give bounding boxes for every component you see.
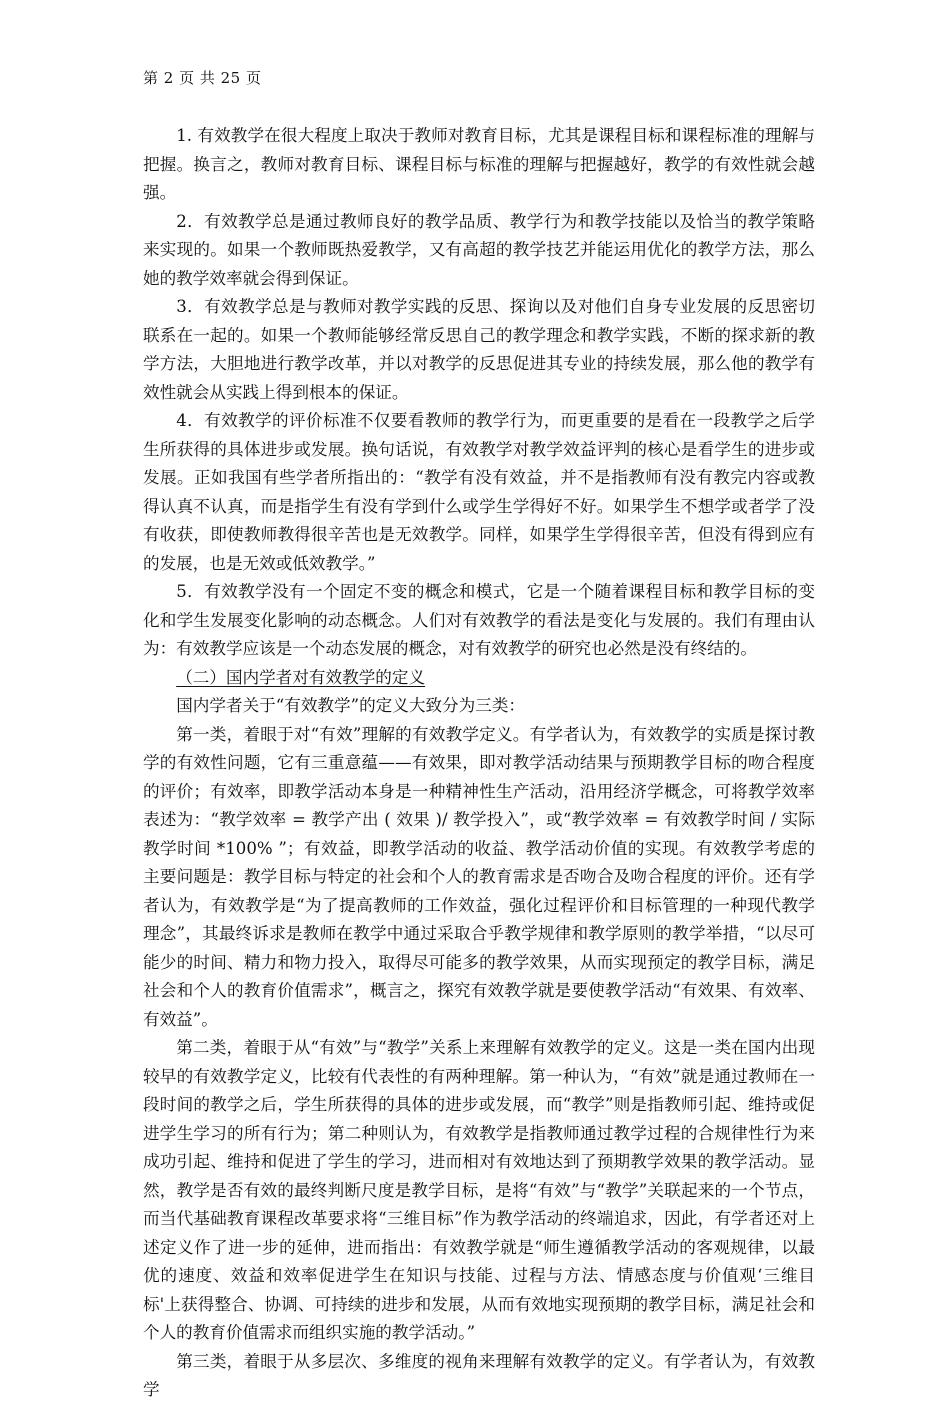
paragraph-category-2: 第二类，着眼于从“有效”与“教学”关系上来理解有效教学的定义。这是一类在国内出现较早的有效教学定义，比较有代表性的有两种理解。第一种认为，“有效”就是通过教师在一段时间的教学之后，学生所获得的具体的进步或发展，而“教学”则是指教师引起、维持或促进学生学习的所有行为；第二种则认为，有效教学是指教师通过教学过程的合规律性行为来成功引起、维持和促进了学生的学习，进而相对有效地达到了预期教学效果的教学活动。显然，教学是否有效的最终判断尺度是教学目标，是将“有效”与“教学”关联起来的一个节点，而当代基础教育课程改革要求将“三维目标”作为教学活动的终端追求，因此，有学者还对上述定义作了进一步的延伸，进而指出：有效教学就是“师生遵循教学活动的客观规律，以最优的速度、效益和效率促进学生在知识与技能、过程与方法、情感态度与价值观‘三维目标'上获得整合、协调、可持续的进步和发展，从而有效地实现预期的教学目标，满足社会和个人的教育价值需求而组织实施的教学活动。” xyxy=(143,1038,815,1342)
document-body xyxy=(143,122,815,1405)
paragraph-point-1: 1. 有效教学在很大程度上取决于教师对教育目标，尤其是课程目标和课程标准的理解与把握。换言之，教师对教育目标、课程目标与标准的理解与把握越好，教学的有效性就会越强。 xyxy=(143,126,815,202)
paragraph-point-5: 5．有效教学没有一个固定不变的概念和模式，它是一个随着课程目标和教学目标的变化和学生发展变化影响的动态概念。人们对有效教学的看法是变化与发展的。我们有理由认为：有效教学应该是一个动态发展的概念，对有效教学的研究也必然是没有终结的。 xyxy=(143,582,815,658)
section-subheading xyxy=(143,664,815,693)
subheading-text: （二）国内学者对有效教学的定义 xyxy=(176,667,426,687)
page-indicator: 第 2 页 共 25 页 xyxy=(143,69,262,87)
paragraph-category-3: 第三类，着眼于从多层次、多维度的视角来理解有效教学的定义。有学者认为，有效教学 xyxy=(143,1351,815,1399)
section-intro: 国内学者关于“有效教学”的定义大致分为三类： xyxy=(176,696,526,715)
paragraph-point-3: 3．有效教学总是与教师对教学实践的反思、探询以及对他们自身专业发展的反思密切联系在一起的。如果一个教师能够经常反思自己的教学理念和教学实践，不断的探求新的教学方法，大胆地进行教学改革，并以对教学的反思促进其专业的持续发展，那么他的教学有效性就会从实践上得到根本的保证。 xyxy=(143,297,815,402)
paragraph-category-1: 第一类，着眼于对“有效”理解的有效教学定义。有学者认为，有效教学的实质是探讨教学的有效性问题，它有三重意蕴——有效果，即对教学活动结果与预期教学目标的吻合程度的评价；有效率，即教学活动本身是一种精神性生产活动，沿用经济学概念，可将教学效率表述为：“教学效率 = 教学产出 ( 效果 )/ 教学投入”，或“教学效率 = 有效教学时间 / 实际教学时间 *100% ”；有效益，即教学活动的收益、教学活动价值的实现。有效教学考虑的主要问题是：教学目标与特定的社会和个人的教育需求是否吻合及吻合程度的评价。还有学者认为，有效教学是“为了提高教师的工作效益，强化过程评价和目标管理的一种现代教学理念”，其最终诉求是教师在教学中通过采取合乎教学规律和教学原则的教学举措，“以尽可能少的时间、精力和物力投入，取得尽可能多的教学效果，从而实现预定的教学目标，满足社会和个人的教育价值需求”，概言之，探究有效教学就是要使教学活动“有效果、有效率、有效益”。 xyxy=(143,724,815,1029)
paragraph-point-4: 4．有效教学的评价标准不仅要看教师的教学行为，而更重要的是看在一段教学之后学生所获得的具体进步或发展。换句话说，有效教学对教学效益评判的核心是看学生的进步或发展。正如我国有些学者所指出的：“教学有没有效益，并不是指教师有没有教完内容或教得认真不认真，而是指学生有没有学到什么或学生学得好不好。如果学生不想学或者学了没有收获，即使教师教得很辛苦也是无效教学。同样，如果学生学得很辛苦，但没有得到应有的发展，也是无效或低效教学。” xyxy=(143,411,815,573)
paragraph-point-2: 2．有效教学总是通过教师良好的教学品质、教学行为和教学技能以及恰当的教学策略来实现的。如果一个教师既热爱教学，又有高超的教学技艺并能运用优化的教学方法，那么她的教学效率就会得到保证。 xyxy=(143,211,815,288)
